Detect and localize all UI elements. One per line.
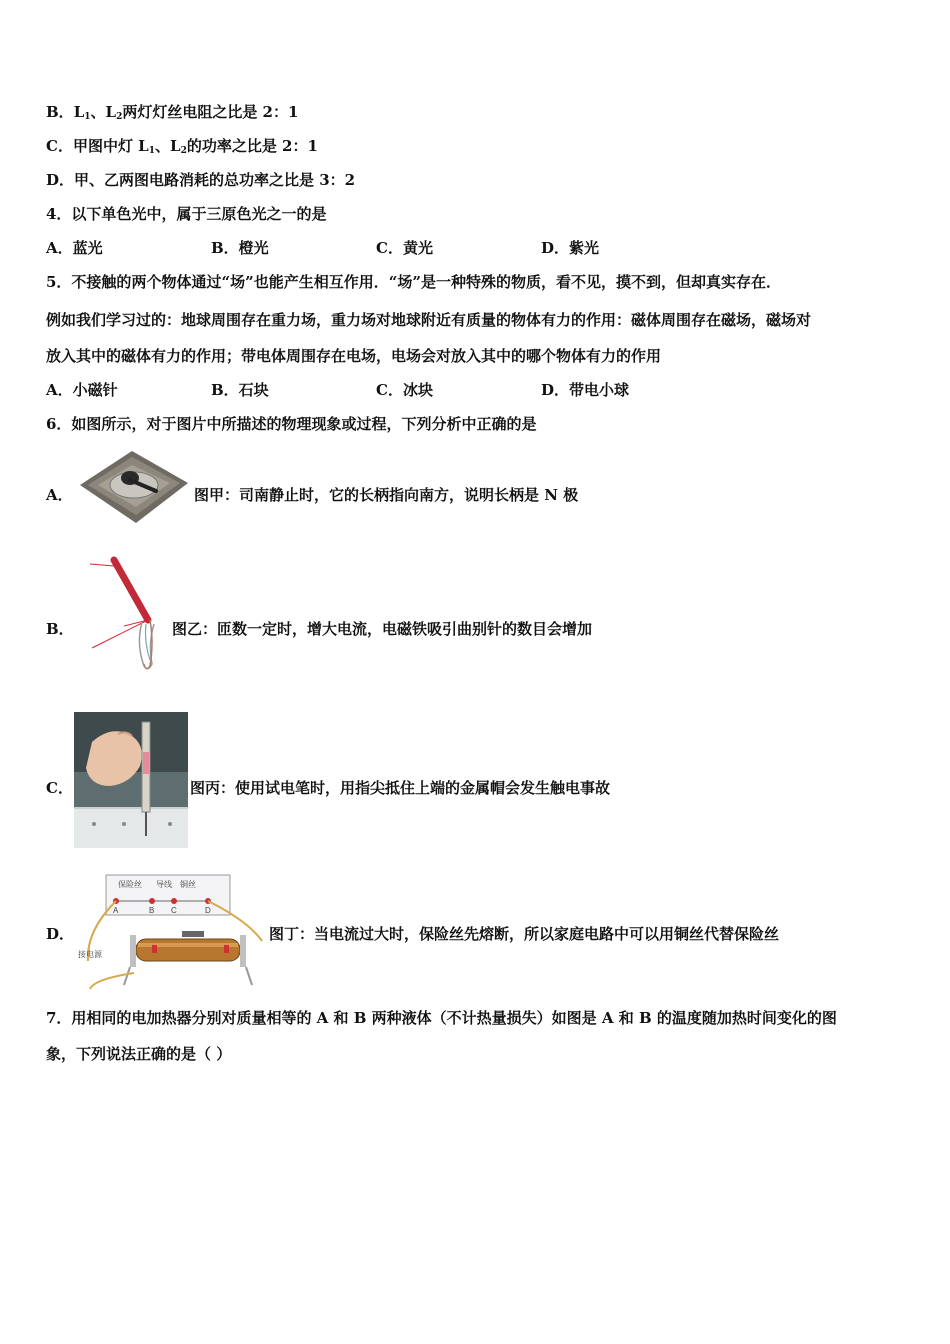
q7-line-2: 象，下列说法正确的是（ ） [46, 1045, 232, 1063]
text-part: 两灯灯丝电阻之比是 2：1 [122, 103, 299, 121]
q4-option-d: D．紫光 [541, 239, 600, 257]
q3-option-b [46, 102, 298, 127]
subscript: 2 [180, 146, 187, 156]
q5-line-3: 放入其中的磁体有力的作用；带电体周围存在电场，电场会对放入其中的哪个物体有力的作用 [46, 347, 662, 365]
subscript: 1 [84, 112, 91, 122]
sinan-compass-image [74, 445, 192, 527]
q4-option-b: B．橙光 [211, 239, 269, 257]
q6-c-label: C． [46, 779, 73, 797]
q6-d-caption: 图丁：当电流过大时，保险丝先熔断，所以家庭电路中可以用铜丝代替保险丝 [269, 925, 780, 943]
q5-option-a: A．小磁针 [46, 381, 118, 399]
text-part: 、L [90, 103, 117, 121]
q5-option-c: C．冰块 [376, 381, 433, 399]
q3-option-c [46, 136, 318, 161]
q5-line-2: 例如我们学习过的：地球周围存在重力场，重力场对地球附近有质量的物体有力的作用：磁体周围存在磁场，磁场对 [46, 311, 812, 329]
q4-stem: 4．以下单色光中，属于三原色光之一的是 [46, 205, 327, 223]
label-wire: 导线 [156, 880, 172, 889]
q7-line-1: 7．用相同的电加热器分别对质量相等的 A 和 B 两种液体（不计热量损失）如图是 A 和 B 的温度随加热时间变化的图 [46, 1009, 837, 1027]
q6-a-label: A． [46, 486, 73, 504]
text-part: L [73, 103, 85, 121]
q4-option-a: A．蓝光 [46, 239, 103, 257]
text-part: 甲图中灯 L [72, 137, 149, 155]
q6-b-caption: 图乙：匝数一定时，增大电流，电磁铁吸引曲别针的数目会增加 [172, 620, 593, 638]
option-letter: B． [46, 103, 74, 121]
q5-option-d: D．带电小球 [541, 381, 630, 399]
subscript: 2 [116, 112, 123, 122]
q6-stem: 6．如图所示，对于图片中所描述的物理现象或过程，下列分析中正确的是 [46, 415, 537, 433]
q5-line-1: 5．不接触的两个物体通过“场”也能产生相互作用．“场”是一种特殊的物质，看不见，摸不到，但却真实存在． [46, 273, 781, 291]
q6-c-caption: 图丙：使用试电笔时，用指尖抵住上端的金属帽会发生触电事故 [190, 779, 611, 797]
q6-a-caption: 图甲：司南静止时，它的长柄指向南方，说明长柄是 N 极 [194, 486, 579, 504]
q5-option-b: B．石块 [211, 381, 269, 399]
test-pen-image [74, 712, 188, 848]
q6-d-label: D． [46, 925, 75, 943]
label-fuse: 保险丝 [118, 880, 142, 889]
option-letter: C． [46, 137, 73, 155]
label-copper: 铜丝 [180, 880, 196, 889]
label-b: B [149, 906, 155, 915]
fuse-experiment-image [74, 873, 266, 991]
text-part: 、L [155, 137, 181, 155]
label-c: C [171, 906, 177, 915]
label-power: 接电源 [78, 950, 102, 959]
label-a: A [113, 906, 119, 915]
q4-option-c: C．黄光 [376, 239, 433, 257]
subscript: 1 [148, 146, 155, 156]
label-d: D [205, 906, 211, 915]
q6-b-label: B． [46, 620, 74, 638]
q3-option-d: D．甲、乙两图电路消耗的总功率之比是 3：2 [46, 171, 356, 189]
text-part: 的功率之比是 2：1 [186, 137, 318, 155]
electromagnet-image [84, 556, 170, 680]
